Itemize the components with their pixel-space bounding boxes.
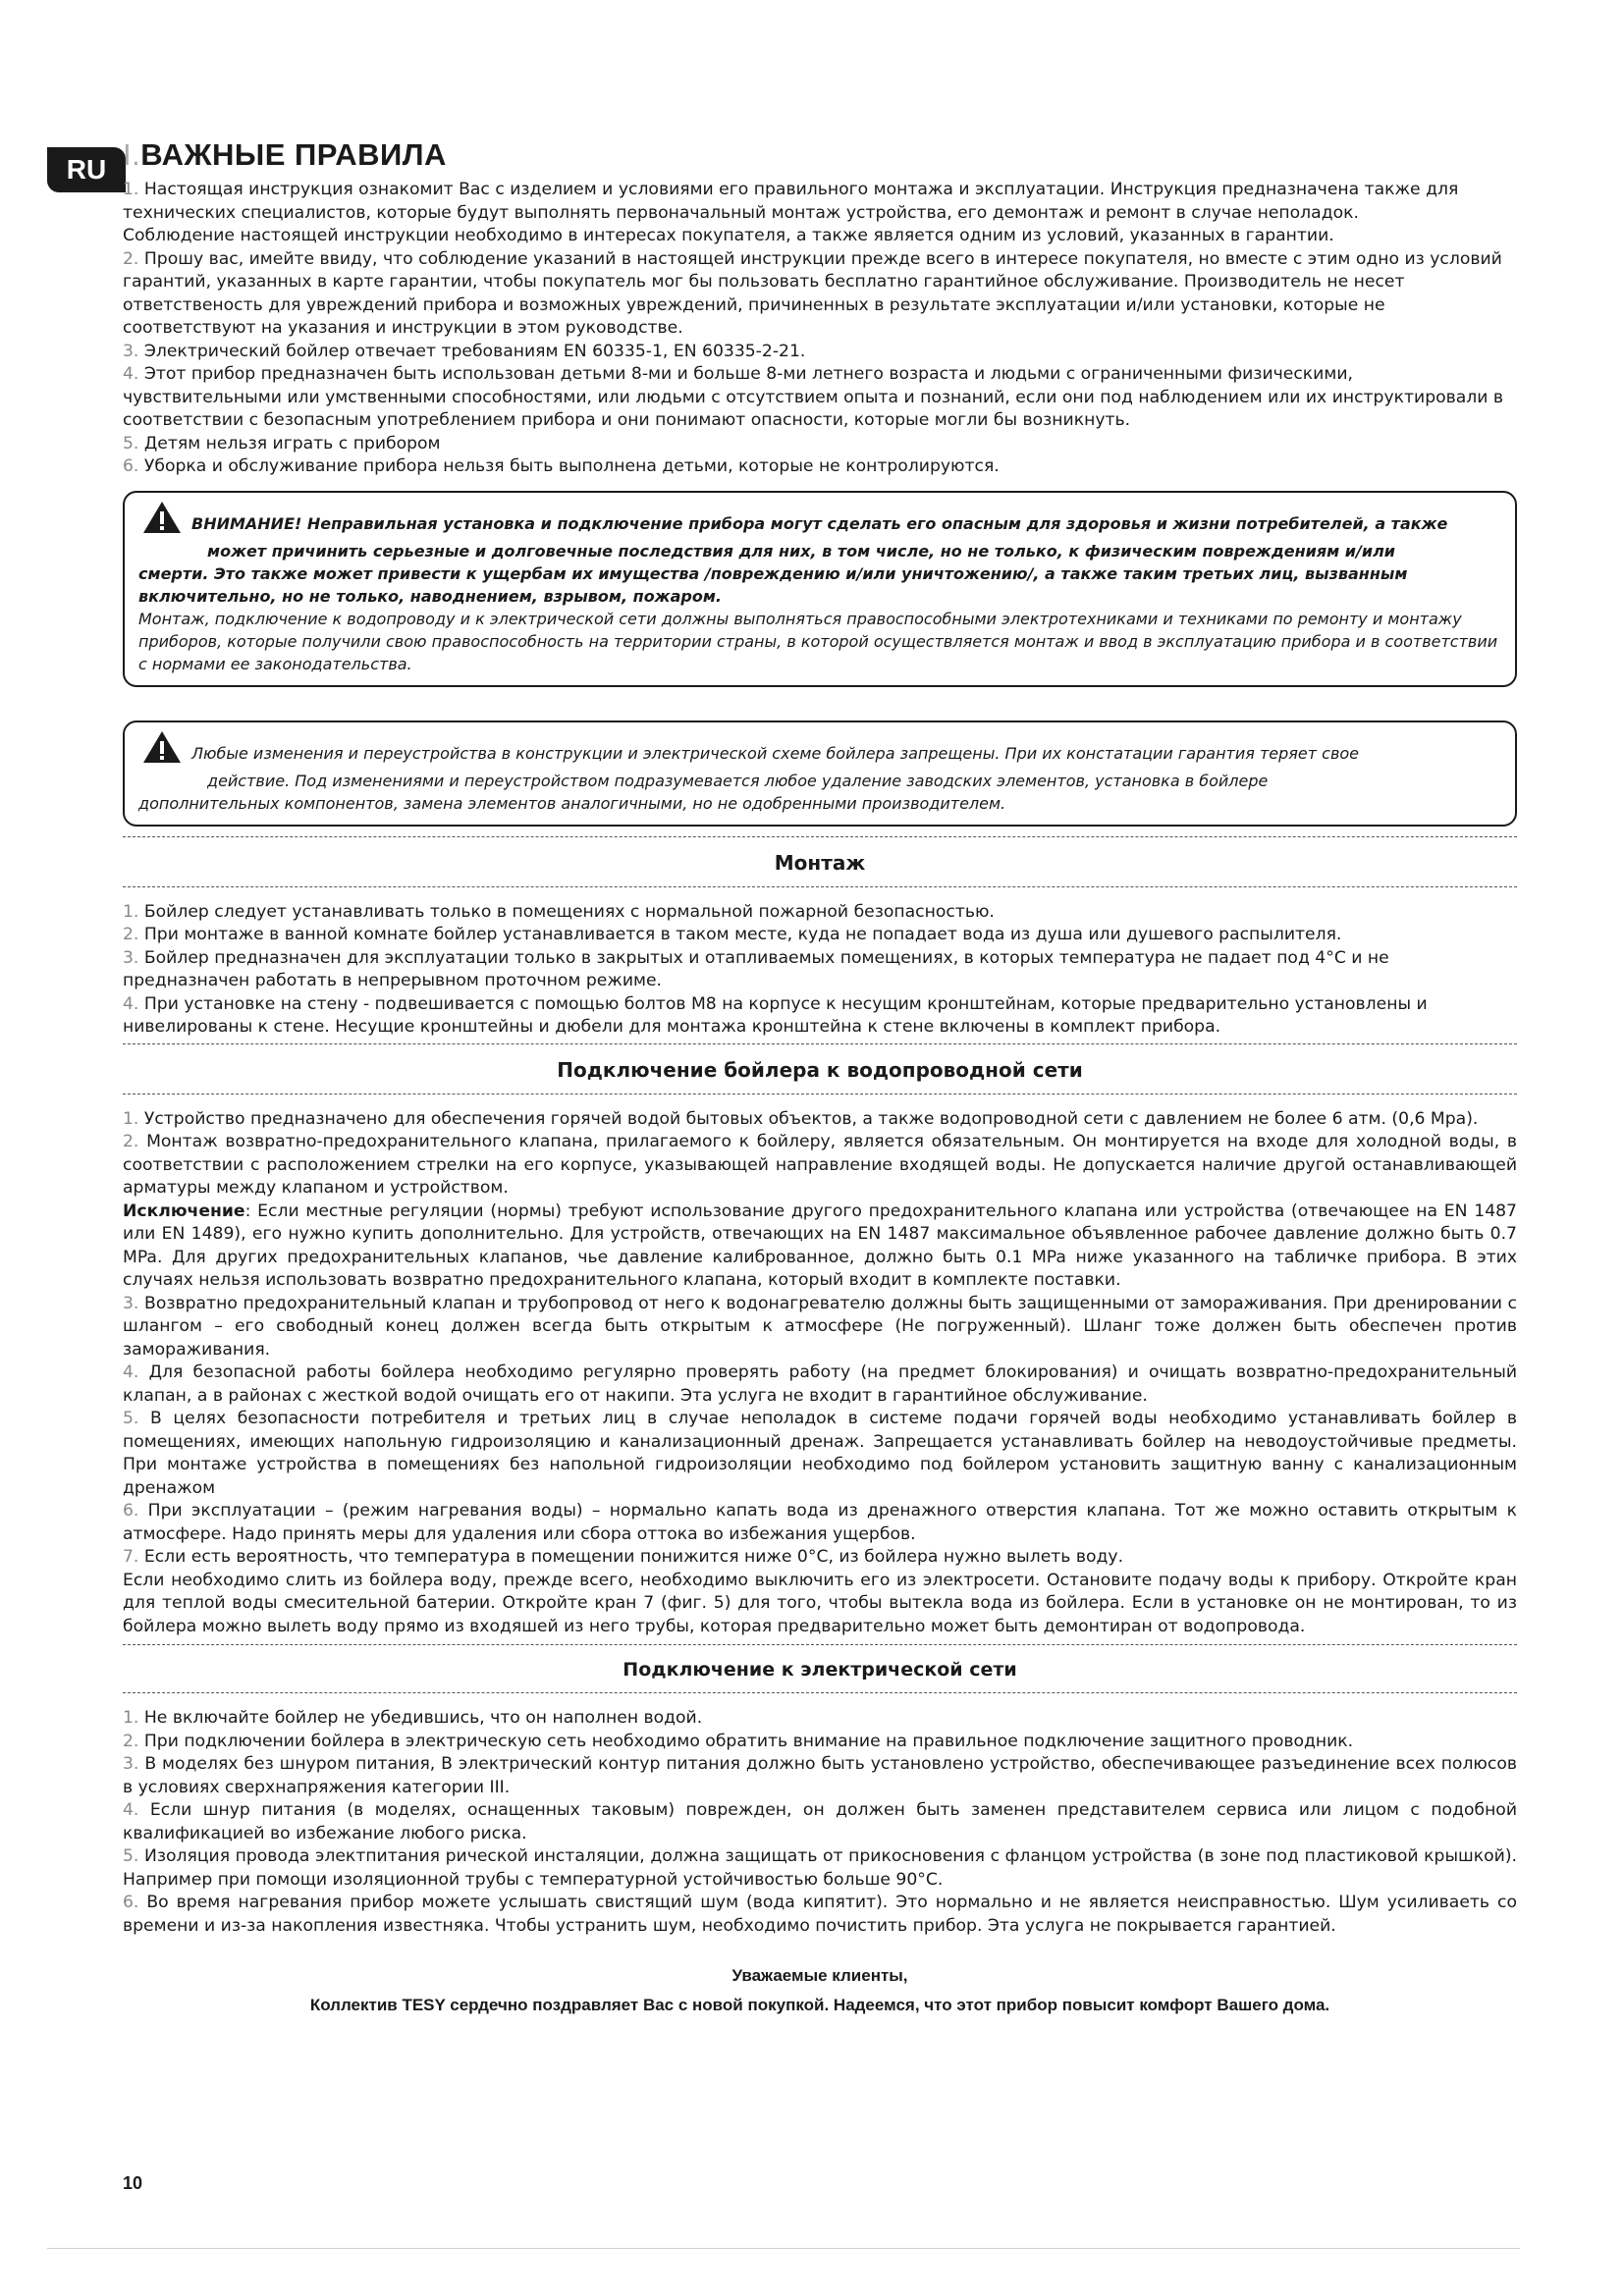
warning-triangle-icon xyxy=(142,730,182,770)
electric-list xyxy=(123,1707,1517,1938)
item-number: 4. xyxy=(123,364,139,384)
item-text: Прошу вас, имейте ввиду, что соблюдение указаний в настоящей инструкции прежде всего в интересе покупателя, но вместе с этим одно из условий гарантий, указанных в карте гарантии, чтобы покупатель мог бы пользовать бесплатно гарантийное обслуживание. Производитель не несет ответственость для увреждений прибора и возможных увреждений, причиненных в результате эксплуатации и/или установки, которые не соответствуют на указания и инструкции в этом руководстве. xyxy=(123,248,1502,338)
item-text: Во время нагревания прибор можете услышать свистящий шум (вода кипятит). Это нормально и не является неисправностью. Шум усиливаеть со времени и из-за накопления известняка. Чтобы устранить шум, необходимо почистить прибор. Эта услуга не покрывается гарантией. xyxy=(123,1893,1517,1936)
list-item xyxy=(123,1892,1517,1938)
item-text: Бойлер предназначен для эксплуатации только в закрытых и отапливаемых помещениях, в которых температура не падает под 4°С и не предназначен работать в непрерывном проточном режиме. xyxy=(123,947,1389,990)
list-item xyxy=(123,1731,1517,1754)
section-title-montage: Монтаж xyxy=(774,850,866,875)
list-item xyxy=(123,1707,1517,1731)
item-text: При монтаже в ванной комнате бойлер устанавливается в таком месте, куда не попадает вода из душа или душевого распылителя. xyxy=(143,925,1342,944)
item-text: Этот прибор предназначен быть использован детьми 8-ми и больше 8-ми летнего возраста и людьми с ограниченными физическими, чувствительными или умственными способностями, или людьми с отсутствием опыта и познаний, если они под наблюдением или их инструктировали в соответствии с безопасным употреблением прибора и они понимают опасности, которые могли бы возникнуть. xyxy=(123,364,1504,430)
language-badge: RU xyxy=(47,147,126,192)
warning-line xyxy=(138,730,1501,770)
warning-text: Монтаж, подключение к водопроводу и к электрической сети должны выполняться правоспособными электротехниками и техниками по ремонту и монтажу приборов, которые получили свою правоспособность на территории страны, в которой осуществляется монтаж и ввод в эксплуатацию прибора и в соответствии с нормами ее законодательства. xyxy=(138,609,1498,673)
item-text: При эксплуатации – (режим нагревания воды) – нормально капать вода из дренажного отверстия клапана. Тот же можно оставить открытым к атмосфере. Надо принять меры для удаления или сбора оттока во избежания ущербов. xyxy=(123,1501,1517,1544)
list-item xyxy=(123,1753,1517,1799)
item-text: При установке на стену - подвешивается с помощью болтов М8 на корпусе к несущим кронштейнам, которые предварительно установлены и нивелированы к стене. Несущие кронштейны и дюбели для монтажа кронштейна к стене включены в комплект прибора. xyxy=(123,993,1428,1037)
item-number: 3. xyxy=(123,1754,139,1774)
list-item xyxy=(123,947,1517,993)
item-number: 3. xyxy=(123,341,139,361)
item-text: Не включайте бойлер не убедившись, что он наполнен водой. xyxy=(143,1708,703,1728)
item-text: Если необходимо слить из бойлера воду, прежде всего, необходимо выключить его из электросети. Остановите подачу воды к прибору. Откройте кран для теплой воды смесительной батерии. Откройте кран 7 (фиг. 5) для того, чтобы вытекла вода из бойлера. Если в установке он не монтирован, то из бойлера можно вылеть воду прямо из входяшей из него трубы, которая предварительно может быть демонтиран от водопровода. xyxy=(123,1570,1517,1636)
list-item xyxy=(123,1362,1517,1408)
item-text: Соблюдение настоящей инструкции необходимо в интересах покупателя, а также является одним из условий, указанных в гарантии. xyxy=(123,226,1334,245)
warning-box xyxy=(123,491,1517,687)
item-number: 5. xyxy=(123,1409,139,1428)
list-item xyxy=(123,179,1517,225)
item-number: 4. xyxy=(123,1362,139,1382)
list-item xyxy=(123,455,1517,479)
bottom-rule xyxy=(47,2248,1520,2249)
item-number: 2. xyxy=(123,1132,139,1151)
warning-line xyxy=(138,501,1501,540)
item-text: В моделях без шнуром питания, В электрический контур питания должно быть установлено устройство, обеспечивающее разъединение всех полюсов в условиях сверхнапряжения категории III. xyxy=(123,1754,1517,1797)
warning-bold-line: включительно, но не только, наводнением, взрывом, пожаром. xyxy=(138,586,722,606)
item-text: Если шнур питания (в моделях, оснащенных таковым) поврежден, он должен быть заменен представителем сервиса или лицом с подобной квалификацией во избежание любого риска. xyxy=(123,1800,1517,1843)
item-text: Если есть вероятность, что температура в помещении понижится ниже 0°С, из бойлера нужно вылеть воду. xyxy=(143,1547,1124,1567)
item-number: 6. xyxy=(123,1501,139,1521)
list-item xyxy=(123,901,1517,925)
list-item xyxy=(123,1546,1517,1570)
item-text: Для безопасной работы бойлера необходимо регулярно проверять работу (на предмет блокирования) и очищать возвратно-предохранительный клапан, а в районах с жесткой водой очищать его от накипи. Эта услуга не входит в гарантийное обслуживание. xyxy=(123,1362,1518,1406)
item-text: Монтаж возвратно-предохранительного клапана, прилагаемого к бойлеру, является обязательным. Он монтируется на входе для холодной воды, в соответствии с расположением стрелки на его корпусе, указывающей направление входящей воды. Не допускается наличие другой останавливающей арматуры между клапаном и устройством. xyxy=(123,1132,1518,1198)
exception-label: Исключение xyxy=(123,1201,245,1221)
item-number: 3. xyxy=(123,1293,139,1313)
list-item xyxy=(123,1845,1517,1892)
item-number: 2. xyxy=(123,1731,139,1751)
item-number: 4. xyxy=(123,1800,139,1820)
intro-list xyxy=(123,179,1517,479)
item-number: 5. xyxy=(123,1846,139,1866)
warning-triangle-icon xyxy=(142,501,182,540)
montage-list xyxy=(123,901,1517,1040)
list-item xyxy=(123,993,1517,1040)
warning-text-line: дополнительных компонентов, замена элементов аналогичными, но не одобренными производителем. xyxy=(138,793,1006,813)
page-number: 10 xyxy=(123,2173,143,2193)
warning-text-line: действие. Под изменениями и переустройством подразумевается любое удаление заводских элементов, установка в бойлере xyxy=(207,771,1269,790)
item-text: Возвратно предохранительный клапан и трубопровод от него к водонагревателю должны быть защищенными от замораживания. При дренировании с шлангом – его свободный конец должен всегда быть открытым к атмосфере (Не погруженный). Шланг тоже должен быть обеспечен против замораживания. xyxy=(123,1293,1517,1360)
modification-warning-box xyxy=(123,721,1517,827)
list-item xyxy=(123,924,1517,947)
item-text: Электрический бойлер отвечает требованиям EN 60335-1, EN 60335-2-21. xyxy=(143,341,806,361)
item-text: Детям нельзя играть с прибором xyxy=(143,433,441,454)
item-number: 1. xyxy=(123,901,139,922)
item-number: 1. xyxy=(123,1108,139,1129)
list-item xyxy=(123,433,1517,456)
heading-number: I. xyxy=(123,137,141,172)
item-number: 6. xyxy=(123,456,139,476)
heading-title: ВАЖНЫЕ ПРАВИЛА xyxy=(140,137,447,172)
document-page xyxy=(123,137,1517,2020)
list-item xyxy=(123,1108,1517,1132)
closing-greeting: Уважаемые клиенты, xyxy=(731,1966,908,1985)
section-title-electric: Подключение к электрической сети xyxy=(623,1659,1017,1681)
list-item xyxy=(123,1408,1517,1500)
item-number: 1. xyxy=(123,1708,139,1728)
item-number: 2. xyxy=(123,248,139,269)
item-number: 7. xyxy=(123,1547,139,1567)
water-list xyxy=(123,1108,1517,1639)
list-item xyxy=(123,363,1517,433)
item-number: 5. xyxy=(123,433,139,454)
list-item xyxy=(123,1131,1517,1201)
list-item xyxy=(123,1201,1517,1293)
item-text: Настоящая инструкция ознакомит Вас с изделием и условиями его правильного монтажа и эксплуатации. Инструкция предназначена также для технических специалистов, которые будут выполнять первоначальный монтаж устройства, его демонтаж и ремонт в случае неполадок. xyxy=(123,180,1459,223)
item-number: 4. xyxy=(123,993,139,1014)
list-item xyxy=(123,1293,1517,1362)
list-item xyxy=(123,1570,1517,1639)
warning-bold-line: смерти. Это также может привести к ущербам их имущества /повреждению и/или уничтожению/, а также таким третьих лиц, вызванным xyxy=(138,563,1408,583)
warning-text-line: Любые изменения и переустройства в конструкции и электрической схеме бойлера запрещены. При их констатации гарантия теряет свое xyxy=(191,743,1360,763)
item-number: 1. xyxy=(123,180,139,199)
warning-bold-line: может причинить серьезные и долговечные последствия для них, в том числе, но не только, к физическим повреждениям и/или xyxy=(207,541,1395,561)
warning-bold-line: ВНИМАНИЕ! Неправильная установка и подключение прибора могут сделать его опасным для здоровья и жизни потребителей, а также xyxy=(191,513,1448,533)
section-heading xyxy=(123,137,1517,173)
item-text: При подключении бойлера в электрическую сеть необходимо обратить внимание на правильное подключение защитного проводник. xyxy=(143,1731,1354,1751)
item-text: Изоляция провода электпитания рической инсталяции, должна защищать от прикосновения с фланцом устройства (в зоне под пластиковой крышкой). Например при помощи изоляционной трубы с температурной устойчивостью больше 90°С. xyxy=(123,1846,1517,1890)
item-text: : Если местные регуляции (нормы) требуют использование другого предохранительного клапана или устройства (отвечающее на EN 1487 или EN 1489), его нужно купить дополнительно. Для устройств, отвечающих на EN 1487 максимальное объявленное рабочее давление должно быть 0.7 MPa. Для других предохранительных клапанов, чье давление калиброванное, должно быть 0.1 MPa ниже указанного на табличке прибора. В этих случаях нельзя использовать возвратно предохранительного клапана, который входит в комплекте поставки. xyxy=(123,1201,1517,1290)
closing-message: Коллектив TESY сердечно поздравляет Вас с новой покупкой. Надеемся, что этот прибор повысит комфорт Вашего дома. xyxy=(309,1996,1330,2014)
item-text: Устройство предназначено для обеспечения горячей водой бытовых объектов, а также водопроводной сети с давлением не более 6 атм. (0,6 Mpa). xyxy=(143,1108,1479,1129)
section-title-water: Подключение бойлера к водопроводной сети xyxy=(557,1057,1083,1082)
item-text: Уборка и обслуживание прибора нельзя быть выполнена детьми, которые не контролируются. xyxy=(143,456,1000,476)
list-item xyxy=(123,341,1517,364)
item-number: 2. xyxy=(123,925,139,944)
item-text: В целях безопасности потребителя и третьих лиц в случае неполадок в системе подачи горячей воды необходимо устанавливать бойлер в помещениях, имеющих напольную гидроизоляцию и канализационный дренаж. Запрещается устанавливать бойлер на неводоустойчивые предметы. При монтаже устройства в помещениях без напольной гидроизоляции необходимо под бойлером установить защитную ванну с канализационным дренажом xyxy=(123,1409,1517,1498)
item-number: 6. xyxy=(123,1893,139,1912)
list-item xyxy=(123,1500,1517,1546)
list-item xyxy=(123,225,1517,248)
list-item xyxy=(123,248,1517,341)
item-text: Бойлер следует устанавливать только в помещениях с нормальной пожарной безопасностью. xyxy=(143,901,995,922)
list-item xyxy=(123,1799,1517,1845)
item-number: 3. xyxy=(123,947,139,968)
